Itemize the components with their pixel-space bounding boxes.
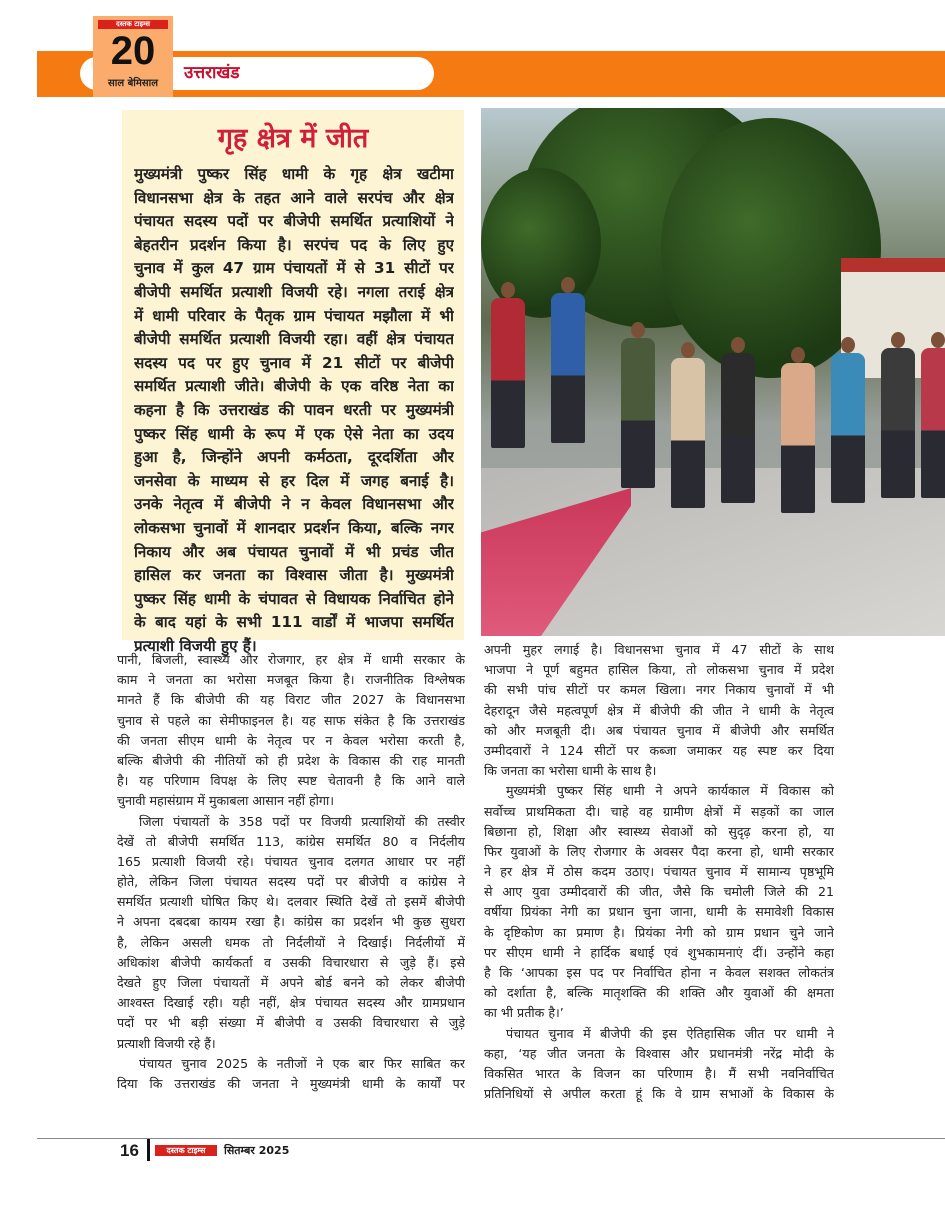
text-line: दिया कि उत्तराखंड की जनता ने मुख्यमंत्री धामी के कार्यों पर — [117, 1075, 465, 1091]
footer-rule — [37, 1138, 945, 1139]
person — [491, 298, 525, 448]
text-line: विकसित भारत के विजन का परिणाम है। मैं सभी नवनिर्वाचित — [484, 1065, 834, 1081]
text-line: सर्वोच्च प्राथमिकता दी। चाहे वह ग्रामीण क्षेत्रों में सड़कों का जाल — [484, 803, 834, 819]
text-line: लोकसभा चुनावों में शानदार प्रदर्शन किया, बल्कि नगर — [134, 518, 454, 537]
section-title: उत्तराखंड — [184, 63, 240, 83]
text-line: सदस्य पद पर हुए चुनाव में 21 सीटों पर बीजेपी — [134, 353, 454, 372]
left-column — [117, 650, 465, 1094]
right-column — [484, 640, 834, 1104]
person — [621, 338, 655, 488]
person-head — [931, 332, 945, 348]
text-line: बीजेपी समर्थित प्रत्याशी विजयी रहा। वहीं क्षेत्र पंचायत — [134, 330, 454, 349]
text-line: पदों पर भी बड़ी संख्या में बीजेपी व उसकी विचारधारा से जुड़े — [117, 1015, 465, 1031]
person — [921, 348, 945, 498]
text-line: पुष्कर सिंह धामी के रूप में एक ऐसे नेता का उदय — [134, 424, 454, 443]
text-line: बेहतरीन प्रदर्शन किया है। सरपंच पद के लिए हुए — [134, 235, 454, 254]
text-line: का भी प्रतीक है।’ — [484, 1005, 564, 1021]
text-line: है, लेकिन असली धमक तो निर्दलीयों ने दिखाई। निर्दलीयों में — [117, 934, 465, 950]
text-line: भाजपा ने पूर्ण बहुमत हासिल किया, तो लोकसभा चुनाव में प्रदेश — [484, 662, 834, 678]
text-line: में धामी परिवार के पैतृक ग्राम पंचायत मझौला में भी — [134, 306, 454, 325]
person-head — [681, 342, 695, 358]
text-line: 165 प्रत्याशी विजयी रहे। पंचायत चुनाव दलगत आधार पर नहीं — [117, 853, 465, 869]
text-line: देहरादून जैसे महत्वपूर्ण क्षेत्र में बीजेपी की जीत ने धामी के नेतृत्व — [484, 702, 834, 718]
text-line: प्रत्याशी विजयी रहे हैं। — [117, 1035, 216, 1051]
text-line: प्रतिनिधियों से अपील करता हूं कि वे ग्राम सभाओं के विकास के — [484, 1086, 834, 1102]
text-line: निकाय और अब पंचायत चुनावों में भी प्रचंड जीत — [134, 542, 454, 561]
person-head — [561, 277, 575, 293]
text-line: अधिकांश बीजेपी कार्यकर्ता व उसकी विचारधारा से जुड़े हैं। इसे — [117, 954, 465, 970]
text-line: आश्वस्त दिखाई रही। यही नहीं, क्षेत्र पंचायत सदस्य और ग्रामप्रधान — [117, 995, 465, 1011]
text-line: की जनता सीएम धामी के नेतृत्व पर न केवल भरोसा करती है, — [117, 732, 465, 748]
person — [831, 353, 865, 503]
text-line: वर्षीया प्रियंका नेगी का प्रधान चुना जाना, धामी के समावेशी विकास — [484, 904, 834, 920]
text-line: मानते हैं कि बीजेपी की यह विराट जीत 2027 के विधानसभा — [117, 692, 465, 708]
text-line: मुख्यमंत्री पुष्कर सिंह धामी ने अपने कार्यकाल में विकास को — [506, 783, 834, 799]
text-line: पर सीएम धामी ने हार्दिक बधाई एवं शुभकामनाएं दीं। उन्होंने कहा — [484, 944, 834, 960]
text-line: की सभी पांच सीटों पर कमल खिला। नगर निकाय चुनावों में भी — [484, 682, 834, 698]
text-line: फिर युवाओं के लिए रोजगार के अवसर पैदा करना हो, धामी सरकार — [484, 843, 834, 859]
person — [721, 353, 755, 503]
text-line: है कि ‘आपका इस पद पर निर्वाचित होना न केवल सशक्त लोकतंत्र — [484, 965, 834, 980]
box-text — [134, 163, 454, 658]
text-line: के दृष्टिकोण का प्रमाण है। प्रियंका नेगी को ग्राम प्रधान चुने जाने — [484, 924, 834, 940]
text-line: हासिल कर जनता का विश्वास जीता है। मुख्यमंत्री — [134, 566, 454, 585]
person-head — [731, 337, 745, 353]
anniversary-logo — [93, 16, 173, 97]
text-line: समर्थित प्रत्याशी घोषित किए थे। दलवार स्थिति देखें तो इसमें बीजेपी — [117, 894, 465, 910]
text-line: ने हर क्षेत्र में ठोस कदम उठाए। पंचायत चुनाव में सामान्य पृष्ठभूमि — [484, 864, 834, 880]
text-line: चुनावी महासंग्राम में मुकाबला आसान नहीं होगा। — [117, 793, 335, 809]
text-line: उम्मीदवारों ने 124 सीटों पर कब्जा जमाकर यह स्पष्ट कर दिया — [484, 742, 834, 758]
logo-brand: दस्तक टाइम्स — [98, 20, 168, 29]
text-line: चुनाव में कुल 47 ग्राम पंचायतों में से 31 सीटों पर — [134, 259, 454, 278]
text-line: बिछाना हो, शिक्षा और स्वास्थ्य सेवाओं को सुदृढ़ करना हो, या — [484, 823, 834, 839]
text-line: पुष्कर सिंह धामी के चंपावत से विधायक निर्वाचित होने — [134, 589, 454, 608]
person-head — [891, 332, 905, 348]
person-head — [501, 282, 515, 298]
text-line: उनके नेतृत्व में बीजेपी ने न केवल विधानसभा और — [134, 495, 454, 514]
text-line: है। यह परिणाम विपक्ष के लिए स्पष्ट चेतावनी है कि आने वाले — [117, 773, 465, 789]
text-line: पंचायत चुनाव 2025 के नतीजों ने एक बार फिर साबित कर — [139, 1055, 465, 1071]
text-line: बीजेपी समर्थित प्रत्याशी विजयी रहे। नगला तराई क्षेत्र — [134, 282, 454, 301]
text-line: देखते हुए जिला पंचायतों में अपने बोर्ड बनने को लेकर बीजेपी — [117, 975, 465, 990]
logo-tagline: साल बेमिसाल — [107, 78, 159, 89]
text-line: को दर्शाता है, बल्कि मातृशक्ति की शक्ति और युवाओं की क्षमता — [484, 985, 834, 1001]
person — [551, 293, 585, 443]
text-line: बल्कि बीजेपी की नीतियों को ही प्रदेश के विकास की राह मानती — [117, 752, 465, 768]
text-line: जिला पंचायतों के 358 पदों पर विजयी प्रत्याशियों की तस्वीर — [139, 813, 465, 829]
text-line: को और मजबूती दी। अब पंचायत चुनाव में बीजेपी और समर्थित — [484, 722, 834, 738]
text-line: काम ने जनता का भरोसा मजबूत किया है। राजनीतिक विश्लेषक — [117, 672, 465, 688]
text-line: अपनी मुहर लगाई है। विधानसभा चुनाव में 47 सीटों के साथ — [484, 642, 834, 657]
text-line: जनसेवा के माध्यम से हर दिल में जगह बनाई है। — [134, 471, 454, 490]
text-line: से आए युवा उम्मीदवारों की जीत, जैसे कि चमोली जिले की 21 — [484, 884, 834, 900]
text-line: हुआ है, जिन्होंने अपनी कर्मठता, दूरदर्शिता और — [134, 448, 454, 467]
text-line: पंचायत सदस्य पदों पर बीजेपी समर्थित प्रत्याशियों ने — [134, 212, 454, 231]
text-line: प्रत्याशी विजयी हुए हैं। — [134, 636, 257, 655]
article-photo — [481, 108, 945, 636]
text-line: के बाद यहां के सभी 111 वार्डों में भाजपा समर्थित — [134, 613, 454, 632]
text-line: कि जनता का भरोसा धामी के साथ है। — [484, 763, 657, 779]
person — [881, 348, 915, 498]
page-number: 16 — [120, 1141, 139, 1160]
text-line: होते, लेकिन जिला पंचायत सदस्य पदों पर बीजेपी व कांग्रेस ने — [117, 874, 465, 890]
text-line: देखें तो बीजेपी समर्थित 113, कांग्रेस समर्थित 80 व निर्दलीय — [117, 833, 465, 849]
text-line: कहना है कि उत्तराखंड की पावन धरती पर मुख्यमंत्री — [134, 400, 454, 419]
text-line: विधानसभा क्षेत्र के तहत आने वाले सरपंच और क्षेत्र — [134, 188, 454, 207]
person-head — [841, 337, 855, 353]
text-line: पंचायत चुनाव में बीजेपी की इस ऐतिहासिक जीत पर धामी ने — [506, 1025, 834, 1041]
text-line: पानी, बिजली, स्वास्थ्य और रोजगार, हर क्षेत्र में धामी सरकार के — [117, 652, 465, 667]
footer-divider — [147, 1139, 150, 1161]
text-line: ने अपना दबदबा कायम रखा है। कांग्रेस का प्रदर्शन भी कुछ सुधरा — [117, 914, 465, 930]
logo-number: 20 — [110, 29, 156, 73]
text-line: कहा, ‘यह जीत जनता के विश्वास और प्रधानमंत्री नरेंद्र मोदी के — [484, 1045, 834, 1061]
box-title: गृह क्षेत्र में जीत — [217, 123, 369, 154]
person-head — [631, 322, 645, 338]
text-line: समर्थित प्रत्याशी जीते। बीजेपी के एक वरिष्ठ नेता का — [134, 377, 454, 396]
text-line: चुनाव से पहले का सेमीफाइनल है। यह साफ संकेत है कि उत्तराखंड — [117, 712, 465, 728]
footer-date: सितम्बर 2025 — [224, 1144, 290, 1157]
person — [781, 363, 815, 513]
footer-brand: दस्तक टाइम्स — [155, 1145, 217, 1156]
person-head — [791, 347, 805, 363]
text-line: मुख्यमंत्री पुष्कर सिंह धामी के गृह क्षेत्र खटीमा — [134, 165, 454, 183]
person — [671, 358, 705, 508]
